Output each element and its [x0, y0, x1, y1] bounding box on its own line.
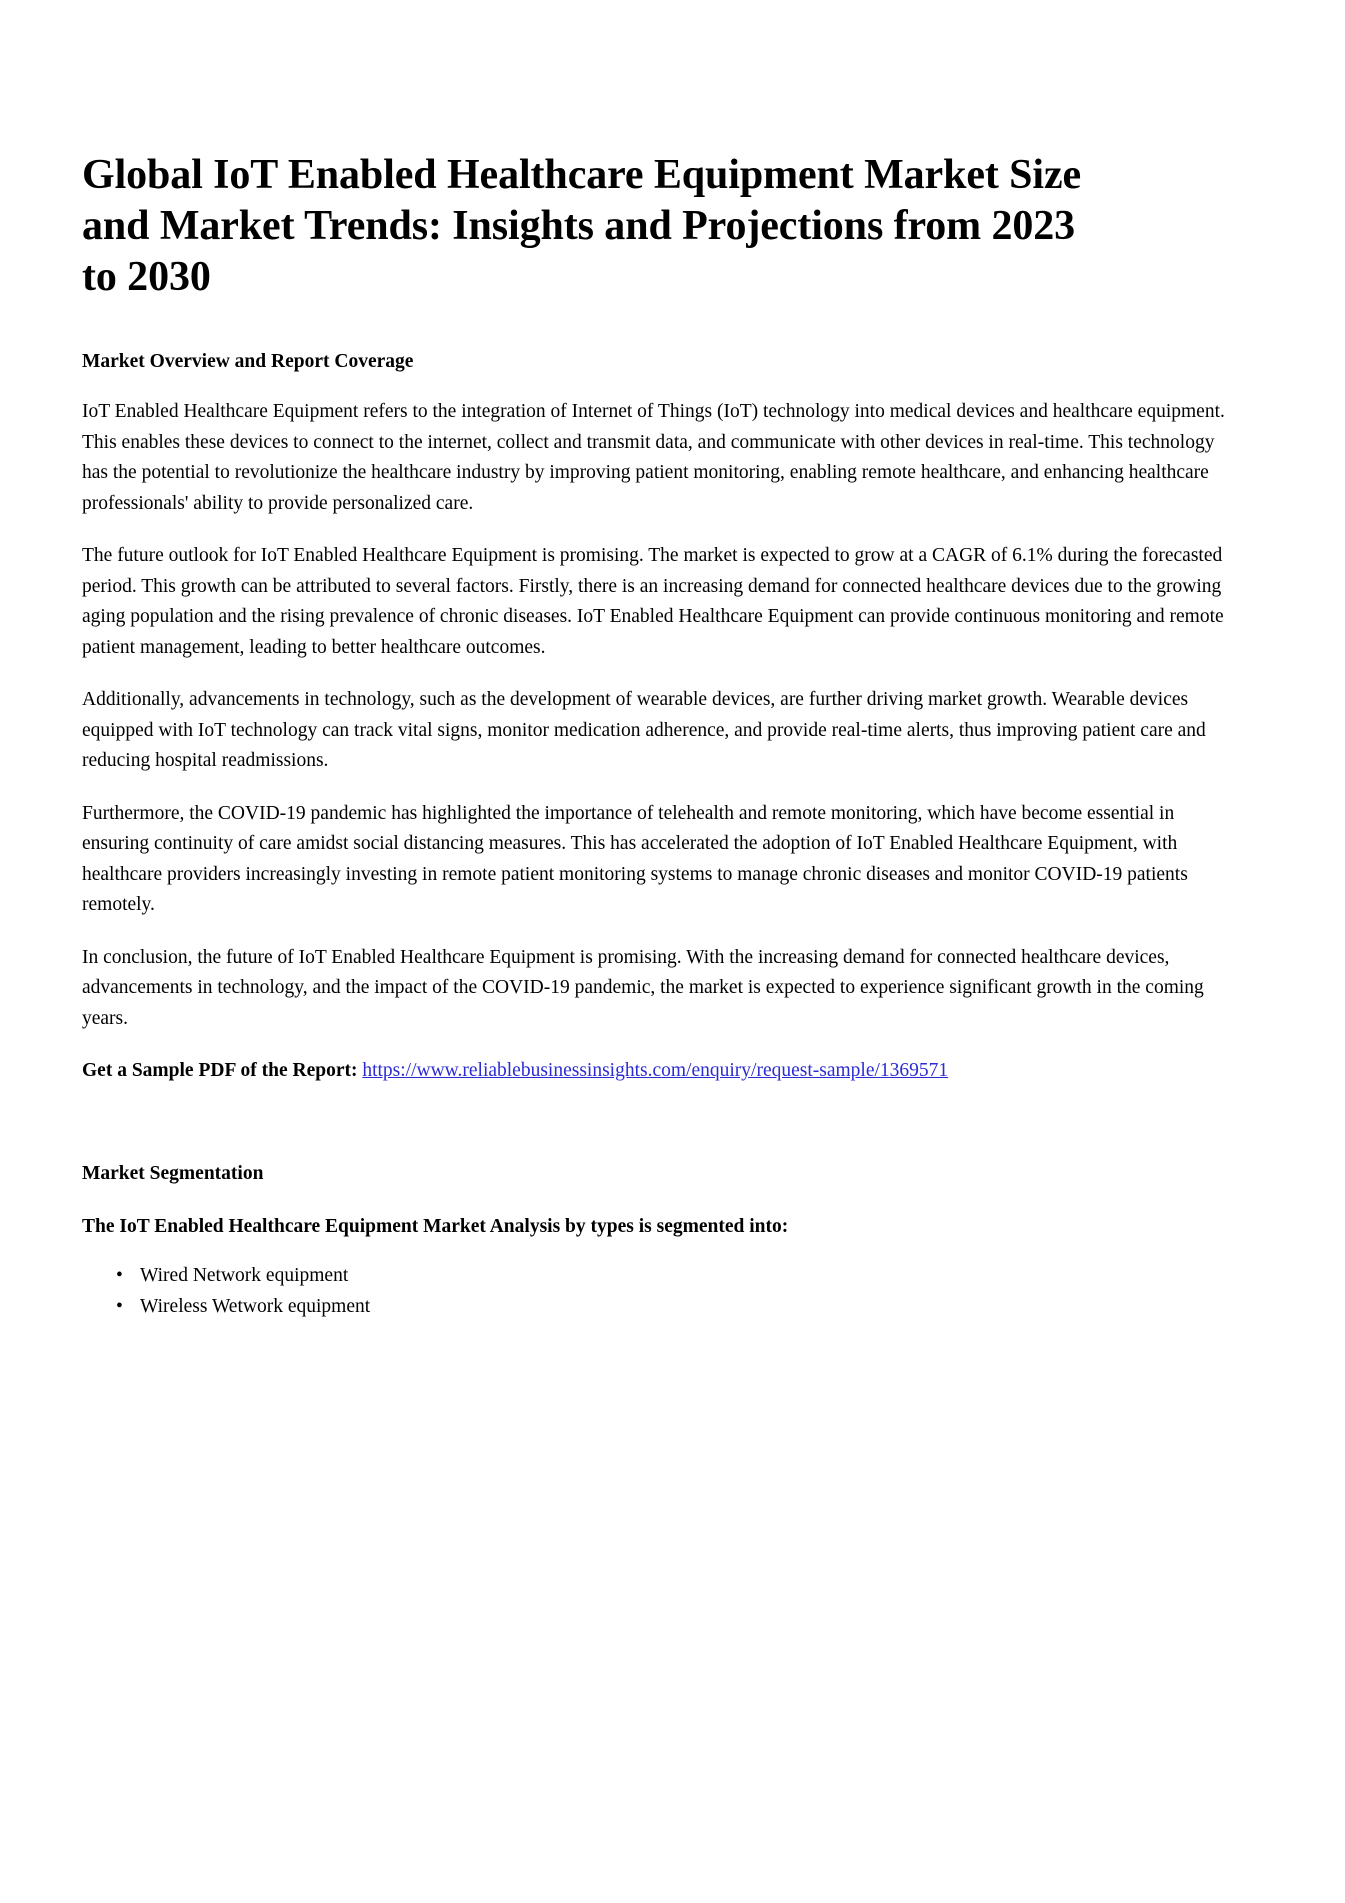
section-spacer: [82, 1087, 1230, 1161]
list-item-label: Wired Network equipment: [140, 1264, 349, 1286]
sample-pdf-link[interactable]: https://www.reliablebusinessinsights.com/enquiry/request-sample/1369571: [362, 1060, 949, 1081]
section-heading-market-segmentation: Market Segmentation: [82, 1162, 264, 1184]
list-item-label: Wireless Wetwork equipment: [140, 1295, 371, 1317]
overview-paragraph-1: IoT Enabled Healthcare Equipment refers to the integration of Internet of Things (IoT) technology into medical devices and healthcare equipment. This enables these devices to connect to the internet, collect and transmit data, and communicate with other devices in real-time. This technology has the potential to revolutionize the healthcare industry by improving patient monitoring, enabling remote healthcare, and enhancing healthcare professionals' ability to provide personalized care.: [82, 401, 1225, 514]
overview-paragraph-4: Furthermore, the COVID-19 pandemic has highlighted the importance of telehealth and remote monitoring, which have become essential in ensuring continuity of care amidst social distancing measures. This has accelerated the adoption of IoT Enabled Healthcare Equipment, with healthcare providers increasingly investing in remote patient monitoring systems to manage chronic diseases and monitor COVID-19 patients remotely.: [82, 802, 1188, 915]
list-item: [116, 1291, 1230, 1322]
section-heading-market-overview: Market Overview and Report Coverage: [82, 351, 414, 372]
overview-paragraph-5: In conclusion, the future of IoT Enabled Healthcare Equipment is promising. With the increasing demand for connected healthcare devices, advancements in technology, and the impact of the COVID-19 pandemic, the market is expected to experience significant growth in the coming years.: [82, 946, 1204, 1029]
list-item: [116, 1260, 1230, 1291]
overview-paragraph-2: The future outlook for IoT Enabled Healthcare Equipment is promising. The market is expected to grow at a CAGR of 6.1% during the forecasted period. This growth can be attributed to several factors. Firstly, there is an increasing demand for connected healthcare devices due to the growing aging population and the rising prevalence of chronic diseases. IoT Enabled Healthcare Equipment can provide continuous monitoring and remote patient management, leading to better healthcare outcomes.: [82, 545, 1224, 658]
page-title: Global IoT Enabled Healthcare Equipment Market Size and Market Trends: Insights and Projections from 2023 to 2030: [82, 152, 1082, 300]
overview-paragraph-3: Additionally, advancements in technology, such as the development of wearable devices, are further driving market growth. Wearable devices equipped with IoT technology can track vital signs, monitor medication adherence, and provide real-time alerts, thus improving patient care and reducing hospital readmissions.: [82, 689, 1206, 771]
bullet-icon: •: [116, 1295, 123, 1317]
segmentation-types-list: [82, 1260, 1230, 1322]
segmentation-types-intro: The IoT Enabled Healthcare Equipment Market Analysis by types is segmented into:: [82, 1215, 789, 1237]
bullet-icon: •: [116, 1264, 123, 1286]
sample-pdf-label: Get a Sample PDF of the Report:: [82, 1060, 358, 1081]
sample-pdf-line: [82, 1056, 1230, 1087]
